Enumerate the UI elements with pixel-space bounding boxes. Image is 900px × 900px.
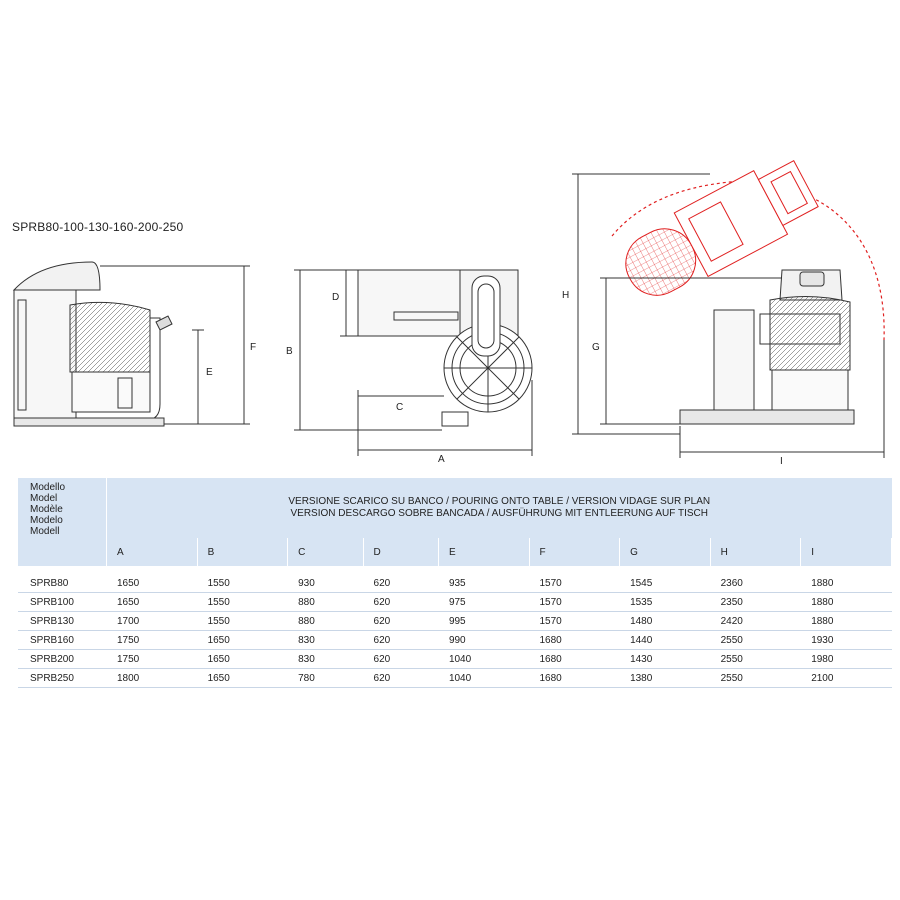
value-cell: 1550 bbox=[197, 612, 288, 631]
value-cell: 1545 bbox=[620, 574, 711, 593]
value-cell: 2100 bbox=[801, 669, 892, 688]
value-cell: 990 bbox=[438, 631, 529, 650]
value-cell: 1535 bbox=[620, 593, 711, 612]
value-cell: 1650 bbox=[107, 574, 198, 593]
value-cell: 2550 bbox=[710, 669, 801, 688]
column-header: A bbox=[107, 538, 198, 566]
value-cell: 1800 bbox=[107, 669, 198, 688]
table-row bbox=[18, 612, 892, 631]
model-cell: SPRB80 bbox=[18, 574, 107, 593]
column-header: C bbox=[288, 538, 363, 566]
version-header bbox=[107, 478, 892, 538]
value-cell: 1750 bbox=[107, 631, 198, 650]
model-cell: SPRB100 bbox=[18, 593, 107, 612]
value-cell: 930 bbox=[288, 574, 363, 593]
value-cell: 1930 bbox=[801, 631, 892, 650]
value-cell: 1040 bbox=[438, 650, 529, 669]
value-cell: 1480 bbox=[620, 612, 711, 631]
column-header: G bbox=[620, 538, 711, 566]
drawing-title: SPRB80-100-130-160-200-250 bbox=[12, 220, 184, 234]
value-cell: 1980 bbox=[801, 650, 892, 669]
value-cell: 620 bbox=[363, 612, 438, 631]
value-cell: 1380 bbox=[620, 669, 711, 688]
value-cell: 2550 bbox=[710, 650, 801, 669]
dim-label-a: A bbox=[438, 454, 445, 465]
value-cell: 620 bbox=[363, 593, 438, 612]
model-cell: SPRB130 bbox=[18, 612, 107, 631]
value-cell: 1650 bbox=[107, 593, 198, 612]
value-cell: 880 bbox=[288, 593, 363, 612]
value-cell: 1440 bbox=[620, 631, 711, 650]
model-header bbox=[18, 478, 107, 566]
value-cell: 1570 bbox=[529, 593, 620, 612]
table-row bbox=[18, 574, 892, 593]
value-cell: 880 bbox=[288, 612, 363, 631]
value-cell: 2420 bbox=[710, 612, 801, 631]
model-header-de: Modell bbox=[30, 526, 60, 537]
value-cell: 620 bbox=[363, 669, 438, 688]
value-cell: 620 bbox=[363, 631, 438, 650]
dim-label-e: E bbox=[206, 367, 213, 378]
version-line-2: VERSION DESCARGO SOBRE BANCADA / AUSFÜHRUNG MIT ENTLEERUNG AUF TISCH bbox=[290, 508, 708, 519]
model-header-it: Modello bbox=[30, 482, 66, 493]
value-cell: 620 bbox=[363, 574, 438, 593]
version-line-1: VERSIONE SCARICO SU BANCO / POURING ONTO TABLE / VERSION VIDAGE SUR PLAN bbox=[288, 496, 711, 507]
column-header: D bbox=[363, 538, 438, 566]
table-row bbox=[18, 631, 892, 650]
dim-label-g: G bbox=[592, 342, 600, 353]
value-cell: 1570 bbox=[529, 574, 620, 593]
value-cell: 1680 bbox=[529, 631, 620, 650]
value-cell: 780 bbox=[288, 669, 363, 688]
value-cell: 2550 bbox=[710, 631, 801, 650]
tilt-view bbox=[572, 152, 884, 458]
column-header-row bbox=[18, 538, 892, 566]
value-cell: 935 bbox=[438, 574, 529, 593]
dim-label-b: B bbox=[286, 346, 293, 357]
value-cell: 2360 bbox=[710, 574, 801, 593]
column-header: B bbox=[197, 538, 288, 566]
value-cell: 1880 bbox=[801, 574, 892, 593]
value-cell: 1650 bbox=[197, 631, 288, 650]
value-cell: 1880 bbox=[801, 593, 892, 612]
value-cell: 1750 bbox=[107, 650, 198, 669]
column-header: E bbox=[438, 538, 529, 566]
dim-label-c: C bbox=[396, 402, 404, 413]
dimensions-table bbox=[18, 478, 892, 688]
value-cell: 1680 bbox=[529, 650, 620, 669]
value-cell: 2350 bbox=[710, 593, 801, 612]
top-view bbox=[294, 270, 532, 456]
value-cell: 1040 bbox=[438, 669, 529, 688]
value-cell: 1880 bbox=[801, 612, 892, 631]
column-header: F bbox=[529, 538, 620, 566]
table-row bbox=[18, 669, 892, 688]
value-cell: 1430 bbox=[620, 650, 711, 669]
value-cell: 1650 bbox=[197, 669, 288, 688]
column-header: I bbox=[801, 538, 892, 566]
value-cell: 975 bbox=[438, 593, 529, 612]
table-row bbox=[18, 650, 892, 669]
value-cell: 1550 bbox=[197, 574, 288, 593]
value-cell: 1650 bbox=[197, 650, 288, 669]
dim-label-h: H bbox=[562, 290, 570, 301]
table-header-row bbox=[18, 478, 892, 538]
table-row bbox=[18, 593, 892, 612]
value-cell: 995 bbox=[438, 612, 529, 631]
dim-label-i: I bbox=[780, 456, 783, 467]
model-cell: SPRB200 bbox=[18, 650, 107, 669]
value-cell: 830 bbox=[288, 631, 363, 650]
dim-label-d: D bbox=[332, 292, 340, 303]
value-cell: 1570 bbox=[529, 612, 620, 631]
value-cell: 620 bbox=[363, 650, 438, 669]
model-header-en: Model bbox=[30, 493, 58, 504]
model-header-es: Modelo bbox=[30, 515, 63, 526]
model-header-fr: Modèle bbox=[30, 504, 63, 515]
value-cell: 1680 bbox=[529, 669, 620, 688]
dim-label-f: F bbox=[250, 342, 257, 353]
model-cell: SPRB250 bbox=[18, 669, 107, 688]
value-cell: 1700 bbox=[107, 612, 198, 631]
value-cell: 1550 bbox=[197, 593, 288, 612]
model-cell: SPRB160 bbox=[18, 631, 107, 650]
side-view bbox=[14, 262, 250, 426]
column-header: H bbox=[710, 538, 801, 566]
value-cell: 830 bbox=[288, 650, 363, 669]
